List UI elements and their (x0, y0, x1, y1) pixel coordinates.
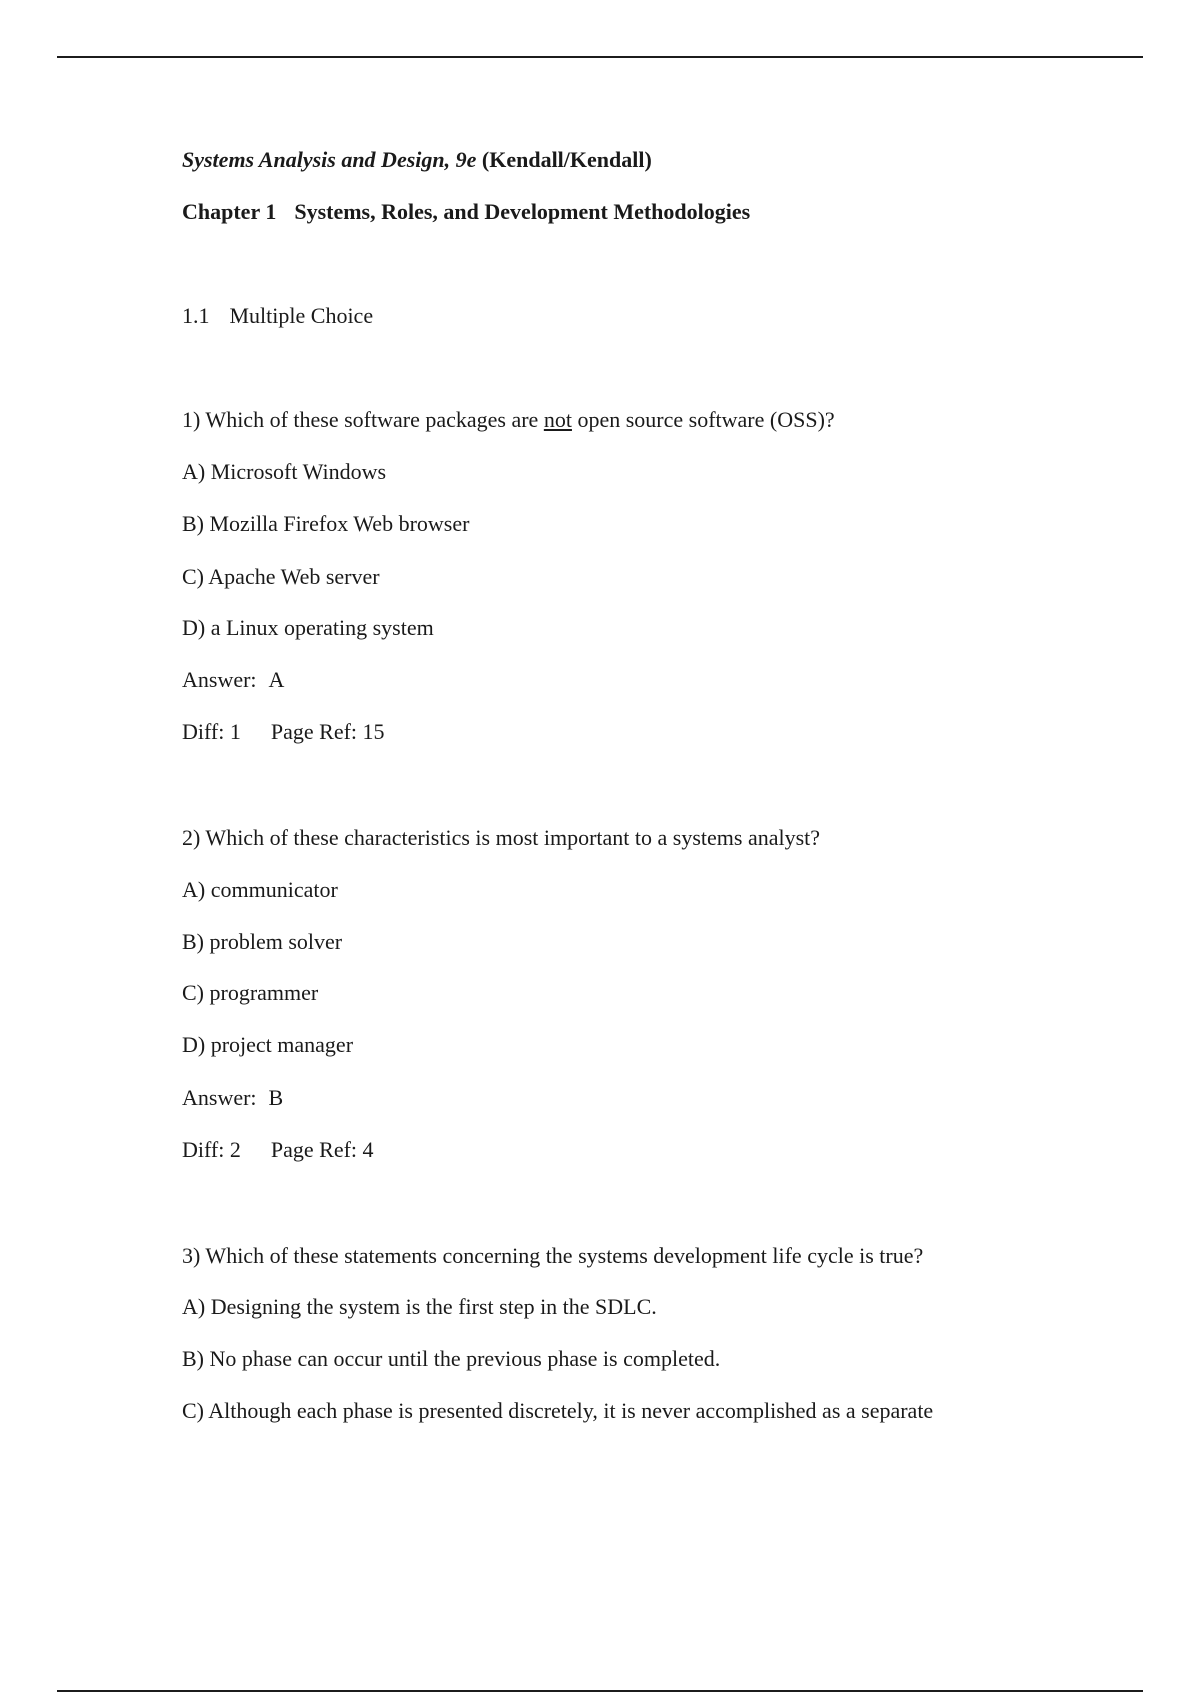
section-heading (182, 303, 373, 329)
question-3-option-a: A) Designing the system is the first step in the SDLC. (182, 1294, 657, 1319)
difficulty: Diff: 1 (182, 719, 241, 744)
book-authors: (Kendall/Kendall) (481, 147, 652, 172)
question-2-text: 2) Which of these characteristics is most important to a systems analyst? (182, 825, 821, 850)
bottom-rule (57, 1690, 1143, 1692)
question-2-option-a: A) communicator (182, 877, 338, 902)
question-1-option-a: A) Microsoft Windows (182, 459, 387, 484)
chapter-title: Systems, Roles, and Development Methodologies (294, 199, 751, 224)
answer-value: B (268, 1085, 284, 1110)
answer-label: Answer: (182, 1085, 257, 1110)
question-3-text: 3) Which of these statements concerning the systems development life cycle is true? (182, 1243, 924, 1268)
question-2-answer (182, 1085, 283, 1111)
question-1-emphasis: not (543, 407, 572, 432)
question-1-option-d: D) a Linux operating system (182, 615, 434, 640)
question-2-meta (182, 1137, 374, 1163)
section-title: Multiple Choice (229, 303, 374, 328)
question-1-suffix: open source software (OSS)? (571, 407, 835, 432)
answer-value: A (268, 667, 285, 692)
question-1-answer (182, 667, 284, 693)
question-2-option-d: D) project manager (182, 1032, 354, 1057)
chapter-label: Chapter 1 (182, 199, 277, 224)
section-number: 1.1 (182, 303, 210, 328)
book-title: Systems Analysis and Design, 9e (182, 147, 477, 172)
question-1-option-b: B) Mozilla Firefox Web browser (182, 511, 470, 536)
question-1-meta (182, 719, 385, 745)
question-1-text (182, 407, 835, 433)
question-3-option-b: B) No phase can occur until the previous phase is completed. (182, 1346, 721, 1371)
page-ref: Page Ref: 4 (270, 1137, 374, 1162)
chapter-heading (182, 199, 750, 225)
question-2-option-b: B) problem solver (182, 929, 343, 954)
question-2-option-c: C) programmer (182, 980, 319, 1005)
question-3-option-c: C) Although each phase is presented discretely, it is never accomplished as a separate (182, 1398, 934, 1423)
book-header (182, 147, 652, 173)
page-ref: Page Ref: 15 (270, 719, 385, 744)
difficulty: Diff: 2 (182, 1137, 241, 1162)
question-1-prefix: 1) Which of these software packages are (182, 407, 544, 432)
answer-label: Answer: (182, 667, 257, 692)
top-rule (57, 56, 1143, 58)
question-1-option-c: C) Apache Web server (182, 564, 380, 589)
